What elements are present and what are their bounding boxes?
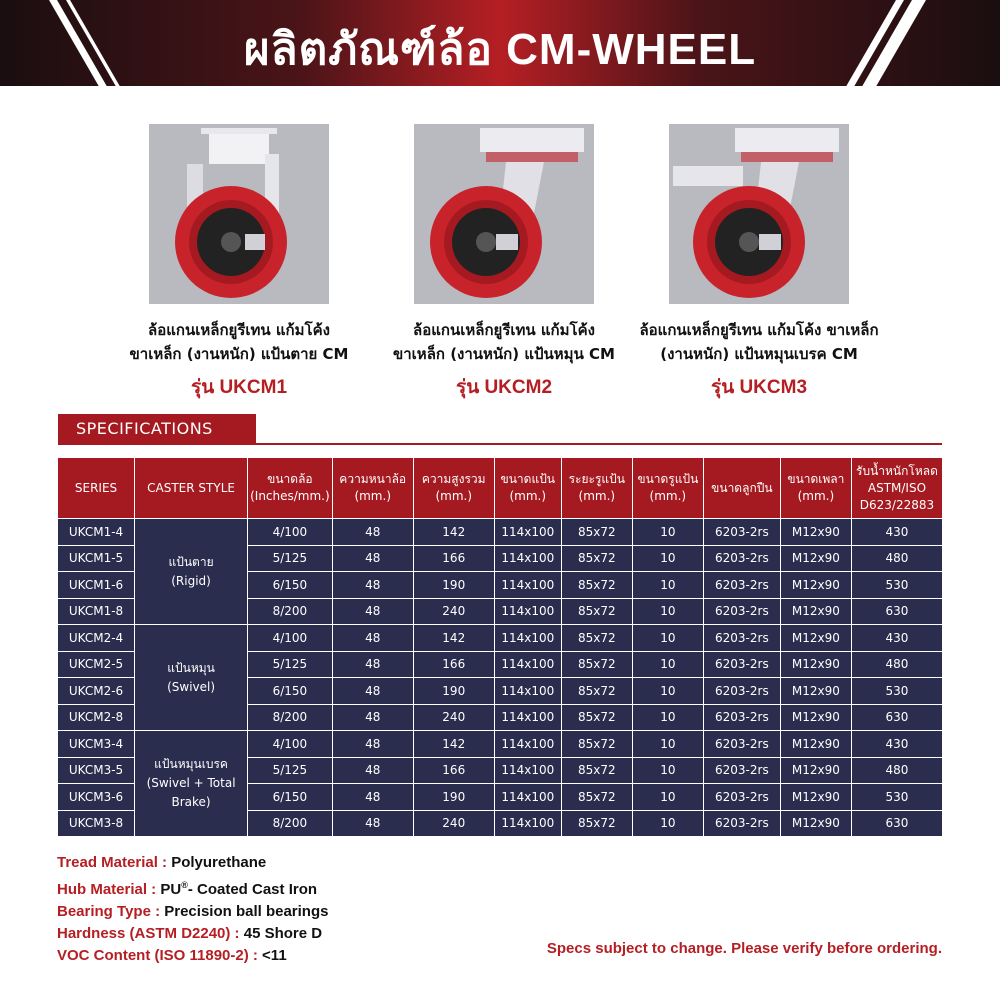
series-cell: UKCM1-6 [58, 572, 134, 598]
spec-cell: 85x72 [562, 811, 632, 837]
series-cell: UKCM2-5 [58, 652, 134, 678]
spec-cell: 10 [633, 599, 703, 625]
caster-style-cell [135, 625, 247, 730]
spec-cell: 48 [333, 705, 413, 731]
table-row [58, 731, 942, 757]
spec-cell: 10 [633, 758, 703, 784]
spec-cell: M12x90 [781, 625, 851, 651]
column-header: ความสูงรวม (mm.) [414, 458, 494, 518]
series-cell: UKCM1-8 [58, 599, 134, 625]
spec-cell: 114x100 [495, 784, 561, 810]
note-bearing-type: Bearing Type : Precision ball bearings [57, 903, 329, 920]
spec-cell: 4/100 [248, 731, 332, 757]
spec-cell: 114x100 [495, 625, 561, 651]
spec-cell: 10 [633, 519, 703, 545]
series-cell: UKCM3-8 [58, 811, 134, 837]
spec-cell: 4/100 [248, 625, 332, 651]
spec-cell: 10 [633, 652, 703, 678]
spec-cell: 85x72 [562, 572, 632, 598]
spec-cell: 10 [633, 678, 703, 704]
spec-cell: 114x100 [495, 572, 561, 598]
series-cell: UKCM3-6 [58, 784, 134, 810]
column-header: SERIES [58, 458, 134, 518]
spec-cell: 114x100 [495, 599, 561, 625]
product-photo-swivel-caster [414, 124, 594, 304]
description-line: ขาเหล็ก (งานหนัก) แป้นตาย CM [129, 345, 349, 363]
spec-cell: 6/150 [248, 572, 332, 598]
description-line: ล้อแกนเหล็กยูรีเทน แก้มโค้ง ขาเหล็ก [639, 321, 879, 339]
spec-cell: 85x72 [562, 599, 632, 625]
spec-cell: 114x100 [495, 705, 561, 731]
spec-cell: 85x72 [562, 625, 632, 651]
spec-cell: 142 [414, 625, 494, 651]
caster-style-line: (Swivel) [167, 679, 216, 694]
caster-style-line: แป้นหมุนเบรค [154, 757, 228, 771]
spec-cell: 85x72 [562, 678, 632, 704]
spec-cell: 6203-2rs [704, 652, 780, 678]
caster-wheel-icon [669, 124, 849, 304]
description-line: ล้อแกนเหล็กยูรีเทน แก้มโค้ง [148, 321, 330, 339]
spec-cell: 114x100 [495, 758, 561, 784]
caster-wheel-icon [149, 124, 329, 304]
spec-cell: M12x90 [781, 758, 851, 784]
spec-cell: 8/200 [248, 811, 332, 837]
spec-cell: 166 [414, 758, 494, 784]
spec-cell: 166 [414, 546, 494, 572]
spec-cell: 5/125 [248, 758, 332, 784]
spec-cell: 5/125 [248, 652, 332, 678]
spec-cell: 530 [852, 678, 942, 704]
table-row [58, 625, 942, 651]
note-hardness: Hardness (ASTM D2240) : 45 Shore D [57, 925, 323, 942]
spec-cell: 48 [333, 625, 413, 651]
caster-wheel-icon [414, 124, 594, 304]
spec-cell: 10 [633, 705, 703, 731]
spec-cell: 114x100 [495, 652, 561, 678]
spec-cell: 142 [414, 731, 494, 757]
spec-cell: 10 [633, 811, 703, 837]
spec-cell: 48 [333, 678, 413, 704]
description-line: (งานหนัก) แป้นหมุนเบรค CM [660, 345, 858, 363]
note-hub-material: Hub Material : PU®- Coated Cast Iron [57, 880, 318, 898]
spec-cell: 48 [333, 652, 413, 678]
spec-cell: 85x72 [562, 652, 632, 678]
column-header: ขนาดลูกปืน [704, 458, 780, 518]
spec-cell: 85x72 [562, 731, 632, 757]
spec-cell: 114x100 [495, 519, 561, 545]
spec-cell: 10 [633, 784, 703, 810]
spec-cell: M12x90 [781, 784, 851, 810]
series-cell: UKCM1-4 [58, 519, 134, 545]
spec-cell: 6203-2rs [704, 625, 780, 651]
spec-cell: 190 [414, 784, 494, 810]
spec-cell: 48 [333, 519, 413, 545]
spec-cell: M12x90 [781, 652, 851, 678]
note-tread-material: Tread Material : Polyurethane [57, 854, 267, 871]
product-card-ukcm3 [609, 124, 909, 402]
caster-style-line: (Swivel + Total [146, 776, 236, 790]
spec-cell: 6/150 [248, 678, 332, 704]
spec-cell: 6203-2rs [704, 758, 780, 784]
series-cell: UKCM2-6 [58, 678, 134, 704]
spec-cell: 6203-2rs [704, 572, 780, 598]
spec-cell: 6203-2rs [704, 546, 780, 572]
column-header: รับน้ำหนักโหลด ASTM/ISO D623/22883 [852, 458, 942, 518]
caster-style-cell [135, 519, 247, 624]
series-cell: UKCM2-4 [58, 625, 134, 651]
specifications-heading: SPECIFICATIONS [58, 414, 256, 444]
spec-cell: 114x100 [495, 678, 561, 704]
spec-cell: 630 [852, 599, 942, 625]
spec-cell: M12x90 [781, 678, 851, 704]
spec-cell: 6203-2rs [704, 784, 780, 810]
caster-style-line: แป้นหมุน [167, 660, 215, 675]
series-cell: UKCM2-8 [58, 705, 134, 731]
spec-cell: 6203-2rs [704, 705, 780, 731]
spec-cell: 166 [414, 652, 494, 678]
spec-cell: 142 [414, 519, 494, 545]
series-cell: UKCM1-5 [58, 546, 134, 572]
series-cell: UKCM3-5 [58, 758, 134, 784]
spec-cell: M12x90 [781, 546, 851, 572]
model-label: รุ่น UKCM3 [710, 377, 808, 398]
column-header: ความหนาล้อ (mm.) [333, 458, 413, 518]
caster-style-line: แป้นตาย [168, 554, 214, 569]
spec-cell: 6203-2rs [704, 519, 780, 545]
spec-cell: 430 [852, 625, 942, 651]
spec-cell: 8/200 [248, 599, 332, 625]
spec-cell: 480 [852, 546, 942, 572]
product-card-ukcm1 [89, 124, 389, 402]
section-divider [58, 443, 942, 445]
description-line: ล้อแกนเหล็กยูรีเทน แก้มโค้ง [413, 321, 595, 339]
spec-cell: M12x90 [781, 519, 851, 545]
spec-cell: 85x72 [562, 758, 632, 784]
spec-cell: 85x72 [562, 519, 632, 545]
spec-cell: 630 [852, 811, 942, 837]
note-voc-content: VOC Content (ISO 11890-2) : <11 [57, 947, 287, 964]
product-description [89, 318, 389, 366]
spec-cell: 190 [414, 678, 494, 704]
series-cell: UKCM3-4 [58, 731, 134, 757]
model-label: รุ่น UKCM1 [190, 377, 288, 398]
spec-cell: 6203-2rs [704, 811, 780, 837]
spec-cell: 240 [414, 705, 494, 731]
disclaimer-text: Specs subject to change. Please verify before ordering. [546, 940, 942, 957]
spec-cell: 5/125 [248, 546, 332, 572]
spec-cell: 430 [852, 731, 942, 757]
spec-cell: 240 [414, 599, 494, 625]
spec-cell: 48 [333, 572, 413, 598]
spec-cell: M12x90 [781, 572, 851, 598]
spec-cell: M12x90 [781, 811, 851, 837]
spec-cell: 430 [852, 519, 942, 545]
spec-cell: 48 [333, 784, 413, 810]
spec-cell: 6203-2rs [704, 599, 780, 625]
spec-cell: 10 [633, 731, 703, 757]
table-row [58, 519, 942, 545]
table-header-row [58, 458, 942, 518]
caster-style-line: Brake) [171, 795, 211, 809]
spec-cell: 8/200 [248, 705, 332, 731]
material-notes [57, 852, 328, 967]
spec-cell: 480 [852, 758, 942, 784]
column-header: CASTER STYLE [135, 458, 247, 518]
column-header: ขนาดรูแป้น (mm.) [633, 458, 703, 518]
specifications-table [57, 457, 943, 837]
header-banner [0, 0, 1000, 86]
spec-cell: 48 [333, 731, 413, 757]
spec-cell: 480 [852, 652, 942, 678]
spec-cell: 48 [333, 758, 413, 784]
column-header: ระยะรูแป้น (mm.) [562, 458, 632, 518]
spec-cell: 190 [414, 572, 494, 598]
spec-cell: 114x100 [495, 811, 561, 837]
spec-cell: 114x100 [495, 731, 561, 757]
spec-cell: 630 [852, 705, 942, 731]
spec-cell: 85x72 [562, 546, 632, 572]
product-description [609, 318, 909, 366]
spec-cell: M12x90 [781, 599, 851, 625]
product-photo-rigid-caster [149, 124, 329, 304]
spec-cell: 114x100 [495, 546, 561, 572]
spec-cell: M12x90 [781, 731, 851, 757]
model-label: รุ่น UKCM2 [455, 377, 553, 398]
spec-cell: M12x90 [781, 705, 851, 731]
spec-cell: 10 [633, 625, 703, 651]
description-line: ขาเหล็ก (งานหนัก) แป้นหมุน CM [393, 345, 615, 363]
product-photo-brake-caster [669, 124, 849, 304]
spec-cell: 240 [414, 811, 494, 837]
spec-cell: 85x72 [562, 705, 632, 731]
spec-cell: 10 [633, 572, 703, 598]
spec-cell: 4/100 [248, 519, 332, 545]
spec-cell: 530 [852, 784, 942, 810]
spec-cell: 10 [633, 546, 703, 572]
spec-cell: 85x72 [562, 784, 632, 810]
spec-cell: 6203-2rs [704, 731, 780, 757]
spec-cell: 48 [333, 811, 413, 837]
column-header: ขนาดเพลา (mm.) [781, 458, 851, 518]
spec-cell: 48 [333, 546, 413, 572]
column-header: ขนาดแป้น (mm.) [495, 458, 561, 518]
spec-cell: 530 [852, 572, 942, 598]
caster-style-line: (Rigid) [171, 573, 211, 588]
spec-cell: 48 [333, 599, 413, 625]
column-header: ขนาดล้อ (Inches/mm.) [248, 458, 332, 518]
page-title: ผลิตภัณฑ์ล้อ CM-WHEEL [243, 25, 757, 74]
spec-cell: 6/150 [248, 784, 332, 810]
caster-style-cell [135, 731, 247, 836]
spec-cell: 6203-2rs [704, 678, 780, 704]
